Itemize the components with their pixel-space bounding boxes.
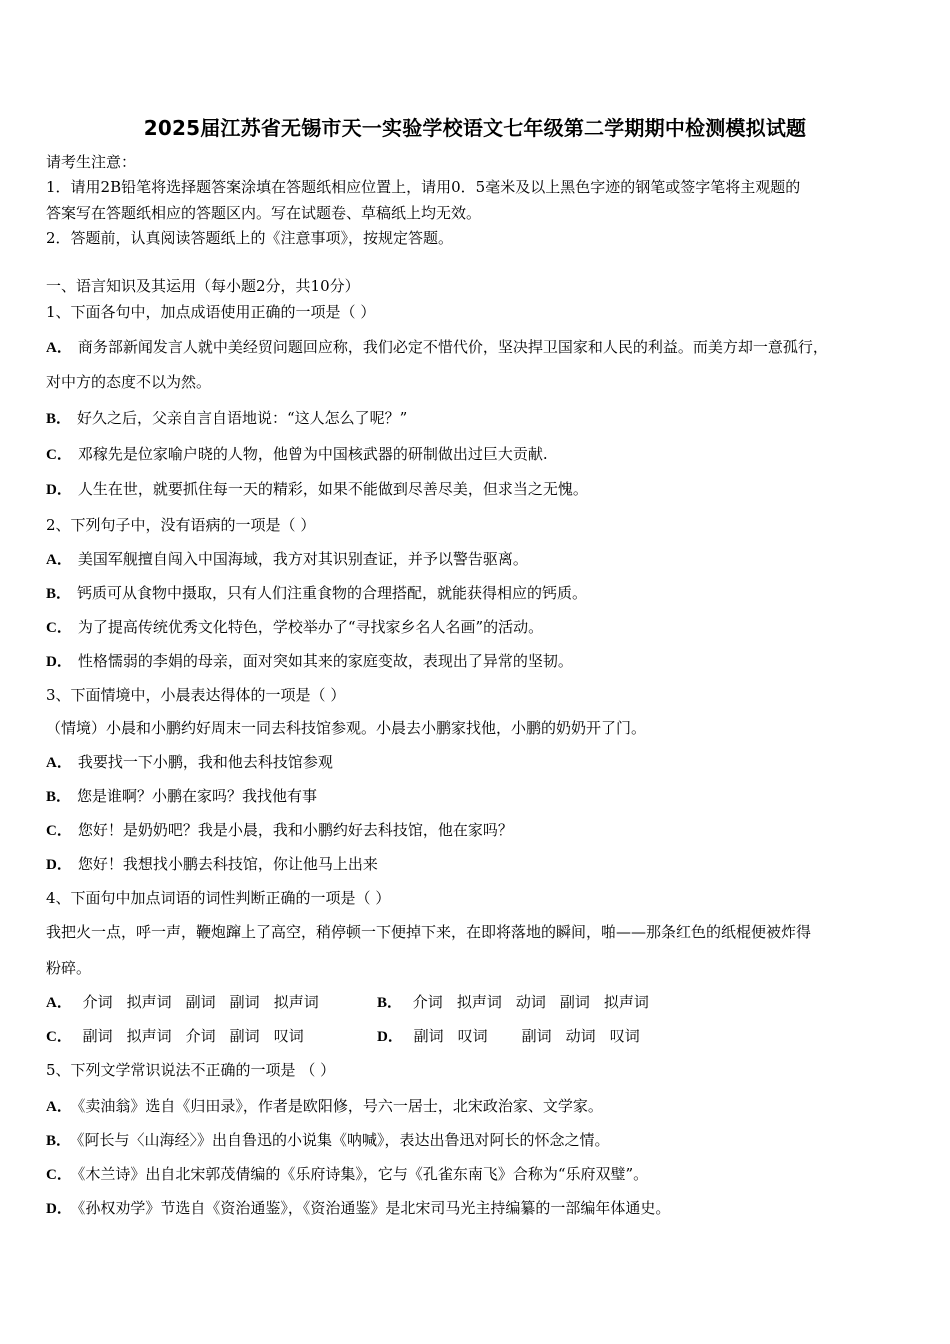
option-label: C． [46,1029,72,1045]
notice-heading: 请考生注意： [46,153,137,171]
option-text: 《木兰诗》出自北宋郭茂倩编的《乐府诗集》，它与《孔雀东南飞》合称为“乐府双璧”。 [77,1165,649,1183]
q3-option-a [46,752,906,773]
q2-option-d [46,651,906,672]
option-word: 拟声词 [126,993,172,1011]
q1-option-d [46,479,906,500]
q4-sentence-line-2: 粉碎。 [46,959,92,977]
q4-option-a [46,992,376,1013]
option-label: C． [46,823,72,839]
q5-option-c [46,1164,906,1185]
option-text: 您好！我想找小鹏去科技馆，你让他马上出来 [77,855,378,873]
option-text: 性格懦弱的李娟的母亲，面对突如其来的家庭变故，表现出了异常的坚韧。 [77,652,573,670]
option-label: C． [46,620,72,636]
option-text: 为了提高传统优秀文化特色，学校举办了“寻找家乡名人名画”的活动。 [77,618,544,636]
q4-option-d [377,1026,707,1047]
option-word: 拟声词 [126,1027,172,1045]
option-label: B． [46,1133,72,1149]
option-word: 副词 [82,1027,113,1045]
option-text: 您好！是奶奶吧？我是小晨，我和小鹏约好去科技馆，他在家吗？ [77,821,513,839]
option-word: 叹词 [457,1027,488,1045]
option-word: 动词 [565,1027,596,1045]
option-label: D． [46,857,72,873]
q4-stem: 4、下面句中加点词语的词性判断正确的一项是（ ） [46,889,391,907]
option-text: 商务部新闻发言人就中美经贸问题回应称，我们必定不惜代价，坚决捍卫国家和人民的利益。而美方却一意孤行， [77,338,828,356]
q5-option-d [46,1198,906,1219]
q2-option-c [46,617,906,638]
q4-sentence-line-1: 我把火一点，呼一声，鞭炮蹿上了高空，稍停顿一下便掉下来，在即将落地的瞬间，啪——那条红色的纸棍便被炸得 [46,923,812,941]
option-word: 副词 [413,1027,444,1045]
q2-option-b [46,583,906,604]
q5-stem: 5、下列文学常识说法不正确的一项是 （ ） [46,1061,336,1079]
option-text: 《孙权劝学》节选自《资治通鉴》，《资治通鉴》是北宋司马光主持编纂的一部编年体通史。 [77,1199,671,1217]
q3-option-b [46,786,906,807]
option-label: A． [46,552,72,568]
option-word: 副词 [559,993,590,1011]
option-text: 《卖油翁》选自《归田录》，作者是欧阳修，号六一居士，北宋政治家、文学家。 [77,1097,603,1115]
notice-item-1-line-1: 1．请用2B铅笔将选择题答案涂填在答题纸相应位置上，请用0．5毫米及以上黑色字迹的钢笔或签字笔将主观题的 [46,178,801,196]
option-word: 动词 [515,993,546,1011]
option-word: 副词 [185,993,216,1011]
option-word: 副词 [521,1027,552,1045]
option-word: 副词 [229,993,260,1011]
q3-option-c [46,820,906,841]
option-word: 副词 [229,1027,260,1045]
option-word: 叹词 [609,1027,640,1045]
option-label: C． [46,1167,72,1183]
q5-option-a [46,1096,906,1117]
option-label: B． [377,995,403,1011]
page-title: 2025届江苏省无锡市天一实验学校语文七年级第二学期期中检测模拟试题 [143,116,807,140]
q4-option-b [377,992,707,1013]
option-label: D． [46,1201,72,1217]
option-label: D． [46,482,72,498]
option-label: C． [46,447,72,463]
option-label: A． [46,995,72,1011]
notice-item-1-line-2: 答案写在答题纸相应的答题区内。写在试题卷、草稿纸上均无效。 [46,204,482,222]
option-text: 美国军舰擅自闯入中国海域，我方对其识别查证，并予以警告驱离。 [77,550,528,568]
option-label: B． [46,586,72,602]
option-text: 邓稼先是位家喻户晓的人物，他曾为中国核武器的研制做出过巨大贡献. [77,445,548,463]
option-label: D． [377,1029,403,1045]
q2-option-a [46,549,906,570]
option-word: 叹词 [273,1027,304,1045]
option-label: B． [46,789,72,805]
q3-option-d [46,854,906,875]
option-label: D． [46,654,72,670]
option-text: 我要找一下小鹏，我和他去科技馆参观 [77,753,333,771]
q3-context: （情境）小晨和小鹏约好周末一同去科技馆参观。小晨去小鹏家找他，小鹏的奶奶开了门。 [46,719,647,737]
q1-option-c [46,444,906,465]
option-word: 拟声词 [456,993,502,1011]
notice-item-2: 2．答题前，认真阅读答题纸上的《注意事项》，按规定答题。 [46,229,454,247]
option-word: 介词 [185,1027,216,1045]
q3-stem: 3、下面情境中，小晨表达得体的一项是（ ） [46,686,346,704]
option-word: 拟声词 [273,993,319,1011]
q1-option-a-cont: 对中方的态度不以为然。 [46,373,212,391]
section-heading: 一、语言知识及其运用（每小题2分，共10分） [46,277,360,295]
q5-option-b [46,1130,906,1151]
option-label: A． [46,340,72,356]
q4-option-c [46,1026,376,1047]
option-label: A． [46,1099,72,1115]
option-text: 人生在世，就要抓住每一天的精彩，如果不能做到尽善尽美，但求当之无愧。 [77,480,588,498]
option-word: 介词 [412,993,443,1011]
q2-stem: 2、下列句子中，没有语病的一项是（ ） [46,516,316,534]
option-label: A． [46,755,72,771]
option-text: 好久之后，父亲自言自语地说：“这人怎么了呢？” [77,409,408,427]
option-word: 介词 [82,993,113,1011]
q1-option-b [46,408,906,429]
q1-option-a [46,337,906,358]
option-text: 《阿长与〈山海经〉》出自鲁迅的小说集《呐喊》，表达出鲁迅对阿长的怀念之情。 [77,1131,610,1149]
option-label: B． [46,411,72,427]
option-word: 拟声词 [603,993,649,1011]
option-text: 您是谁啊？小鹏在家吗？我找他有事 [77,787,318,805]
option-text: 钙质可从食物中摄取，只有人们注重食物的合理搭配，就能获得相应的钙质。 [77,584,588,602]
q1-stem: 1、下面各句中，加点成语使用正确的一项是（ ） [46,303,376,321]
